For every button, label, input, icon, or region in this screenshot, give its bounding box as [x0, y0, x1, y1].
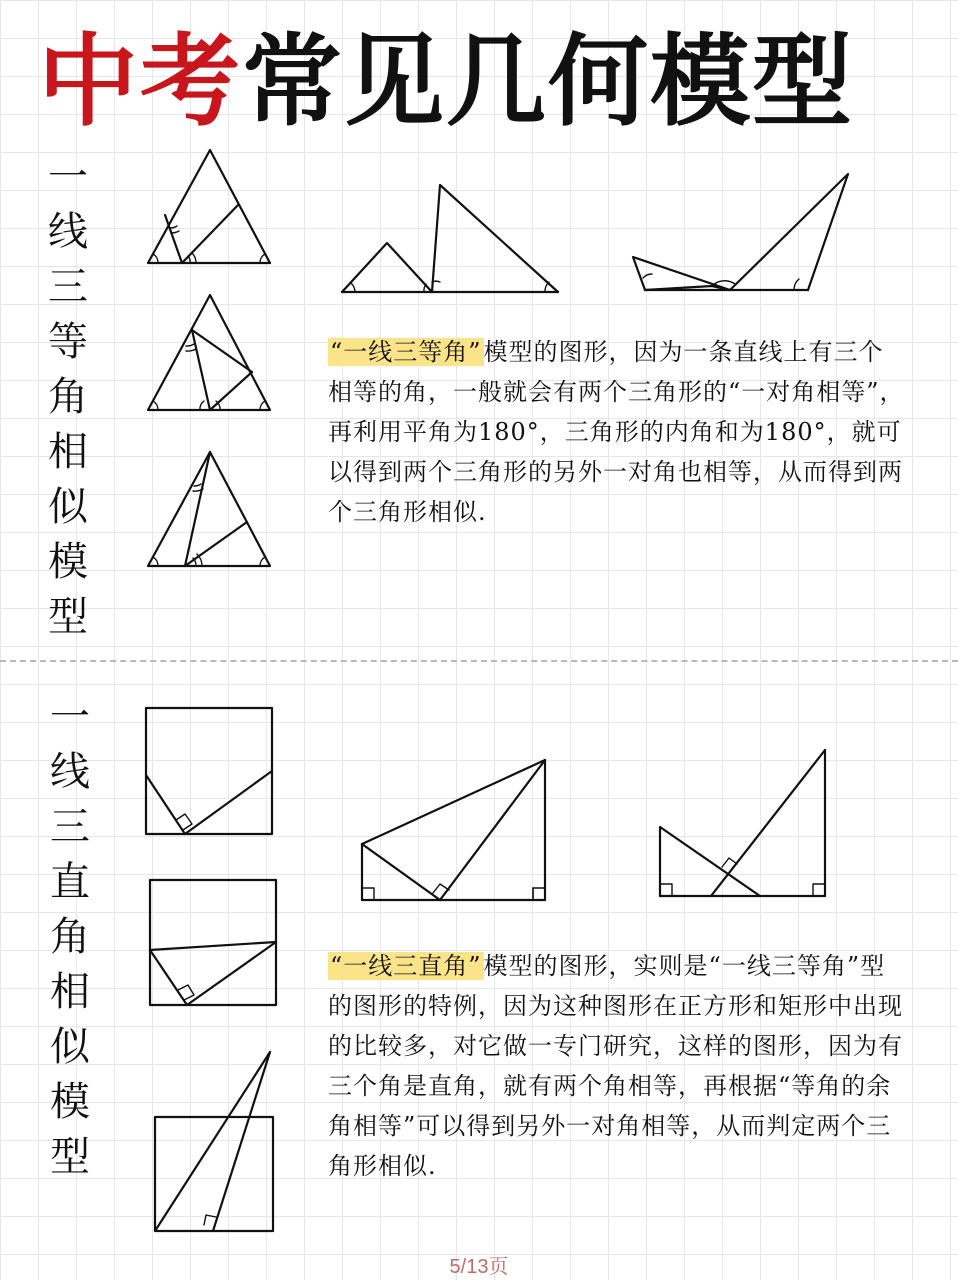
- figure-open-triangles-2: [633, 174, 848, 290]
- section1-label-char: 角: [48, 374, 88, 420]
- section1-label-char: 三: [48, 264, 88, 310]
- figure-open-triangles-1: [342, 185, 558, 292]
- figure-rect-3: [155, 1052, 273, 1231]
- section1-body: 模型的图形，因为一条直线上有三个相等的角，一般就会有两个三角形的“一对角相等”，再利用平角为180°，三角形的内角和为180°，就可以得到两个三角形的另外一对角也相等，从而得到两个三角形相似.: [328, 338, 905, 526]
- section2-label-char: 模: [50, 1079, 90, 1125]
- figure-right-triangles-1: [362, 760, 545, 900]
- section1-label-char: 模: [48, 539, 88, 585]
- section1-label-char: 相: [48, 429, 88, 475]
- figure-triangle-1: [148, 150, 270, 263]
- section1-label-char: 一: [48, 154, 88, 200]
- figure-right-triangles-2: [660, 750, 825, 896]
- section2-label-char: 三: [50, 804, 90, 850]
- section1-highlight: “一线三等角”: [330, 338, 482, 366]
- title-part-black: 常见几何模型: [242, 23, 854, 140]
- section1-label-char: 线: [48, 209, 88, 255]
- section1-label-char: 似: [48, 484, 88, 530]
- section2-highlight: “一线三直角”: [330, 952, 482, 980]
- section2-label-char: 线: [50, 749, 90, 795]
- section2-label-char: 直: [50, 859, 90, 905]
- page-number: 5/13页: [449, 1256, 509, 1278]
- section2-label-char: 型: [50, 1134, 90, 1180]
- figure-square-1: [146, 708, 272, 834]
- figure-triangle-3: [148, 452, 270, 566]
- section2-label-char: 角: [50, 914, 90, 960]
- title-part-red: 中考: [38, 23, 242, 140]
- section2-label-char: 似: [50, 1024, 90, 1070]
- section2-label-char: 一: [50, 694, 90, 740]
- figure-triangle-2: [148, 295, 270, 410]
- section2-body: 模型的图形，实则是“一线三等角”型的图形的特例，因为这种图形在正方形和矩形中出现的比较多，对它做一专门研究，这样的图形，因为有三个角是直角，就有两个角相等，再根据“等角的余角相等”可以得到另外一对角相等，从而判定两个三角形相似.: [328, 952, 903, 1180]
- section1-label-char: 等: [48, 319, 88, 365]
- section1-label-char: 型: [48, 594, 88, 640]
- figure-rect-2: [150, 880, 276, 1005]
- section2-label-char: 相: [50, 969, 90, 1015]
